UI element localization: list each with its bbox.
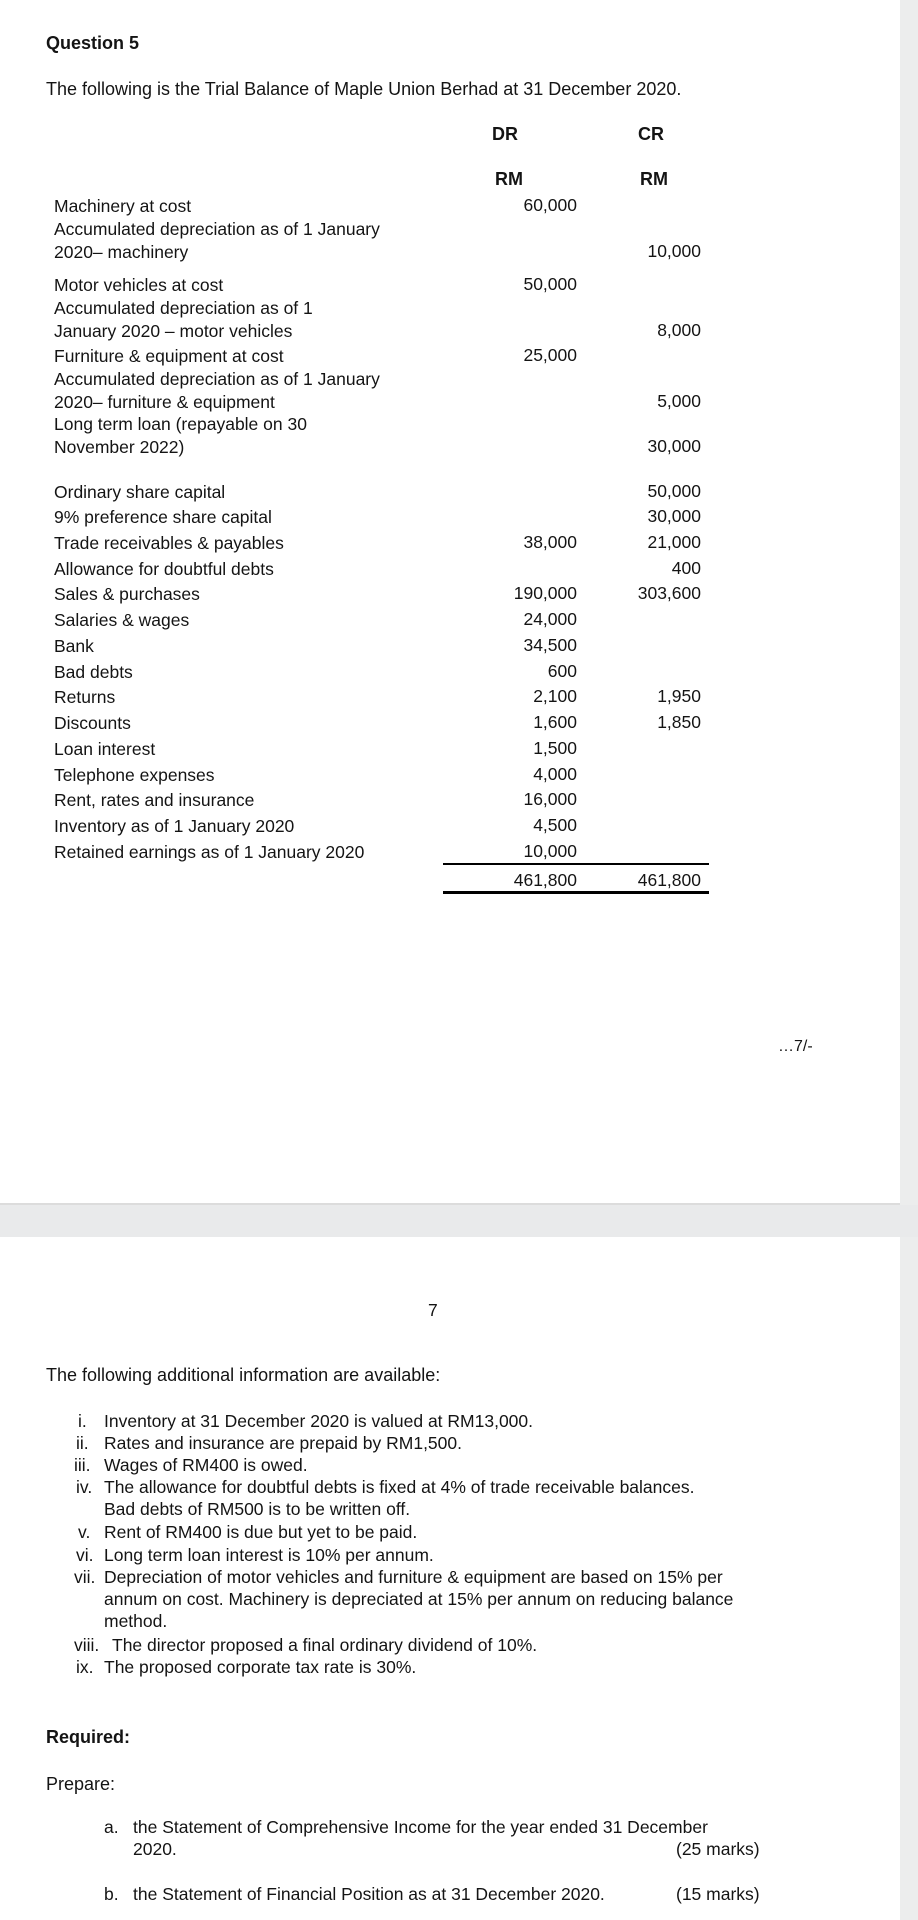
info-item-text: annum on cost. Machinery is depreciated at 15% per annum on reducing balance: [104, 1589, 734, 1609]
cr-value: 21,000: [647, 532, 701, 552]
dr-value: 4,000: [533, 764, 577, 784]
row-label: Allowance for doubtful debts: [54, 559, 274, 579]
row-label: Furniture & equipment at cost: [54, 346, 284, 366]
info-item-text: The allowance for doubtful debts is fixed at 4% of trade receivable balances.: [104, 1477, 695, 1497]
dr-value: 600: [547, 661, 577, 681]
additional-info-heading: The following additional information are available:: [46, 1365, 441, 1385]
info-item-text: method.: [104, 1611, 168, 1631]
info-item-number: ii.: [76, 1433, 89, 1453]
dr-value: 4,500: [533, 815, 577, 835]
dr-value: 24,000: [523, 609, 577, 629]
task-text: the Statement of Comprehensive Income for the year ended 31 December: [133, 1817, 708, 1837]
task-letter: b.: [104, 1884, 119, 1904]
cr-value: 303,600: [637, 583, 701, 603]
info-item-text: Long term loan interest is 10% per annum.: [104, 1545, 434, 1565]
dr-unit: RM: [495, 169, 523, 189]
row-label: Accumulated depreciation as of 1: [54, 298, 313, 318]
question-title: Question 5: [46, 33, 140, 53]
dr-value: 190,000: [513, 583, 577, 603]
cr-value: 50,000: [647, 481, 701, 501]
task-text: the Statement of Financial Position as at 31 December 2020.: [133, 1884, 605, 1904]
row-label: Accumulated depreciation as of 1 January: [54, 219, 380, 239]
row-label: January 2020 – motor vehicles: [54, 321, 293, 341]
row-label: Inventory as of 1 January 2020: [54, 816, 295, 836]
info-item-text: The director proposed a final ordinary dividend of 10%.: [112, 1635, 538, 1655]
task-marks: (25 marks): [676, 1839, 760, 1859]
dr-value: 2,100: [533, 686, 577, 706]
info-item-text: Rent of RM400 is due but yet to be paid.: [104, 1522, 418, 1542]
viewer-background-strip: [900, 0, 918, 1920]
info-item-text: Wages of RM400 is owed.: [104, 1455, 308, 1475]
dr-value: 60,000: [523, 195, 577, 215]
row-label: November 2022): [54, 437, 185, 457]
cr-column-header: CR: [638, 124, 664, 144]
total-dr: 461,800: [513, 870, 577, 890]
prepare-label: Prepare:: [46, 1774, 116, 1794]
cr-value: 30,000: [647, 436, 701, 456]
row-label: 2020– furniture & equipment: [54, 392, 275, 412]
info-item-text: The proposed corporate tax rate is 30%.: [104, 1657, 417, 1677]
page-number: 7: [428, 1300, 438, 1320]
dr-column-header: DR: [492, 124, 518, 144]
info-item-number: i.: [78, 1411, 87, 1431]
intro-text: The following is the Trial Balance of Maple Union Berhad at 31 December 2020.: [46, 79, 682, 99]
info-item-number: ix.: [76, 1657, 94, 1677]
cr-value: 8,000: [657, 320, 701, 340]
task-letter: a.: [104, 1817, 119, 1837]
info-item-text: Depreciation of motor vehicles and furniture & equipment are based on 15% per: [104, 1567, 723, 1587]
dr-value: 25,000: [523, 345, 577, 365]
page-gap: [0, 1205, 918, 1237]
dr-value: 34,500: [523, 635, 577, 655]
cr-unit: RM: [640, 169, 668, 189]
row-label: Discounts: [54, 713, 131, 733]
cr-value: 5,000: [657, 391, 701, 411]
info-item-number: v.: [78, 1522, 91, 1542]
row-label: Loan interest: [54, 739, 156, 759]
total-bottom-double-rule: [443, 891, 709, 894]
dr-value: 1,600: [533, 712, 577, 732]
task-text: 2020.: [133, 1839, 177, 1859]
continuation-marker: …7/-: [778, 1038, 813, 1055]
info-item-text: Inventory at 31 December 2020 is valued at RM13,000.: [104, 1411, 533, 1431]
row-label: Returns: [54, 687, 116, 707]
row-label: 2020– machinery: [54, 242, 189, 262]
info-item-text: Rates and insurance are prepaid by RM1,500.: [104, 1433, 462, 1453]
row-label: Retained earnings as of 1 January 2020: [54, 842, 365, 862]
cr-value: 10,000: [647, 241, 701, 261]
cr-value: 400: [671, 558, 701, 578]
row-label: Machinery at cost: [54, 196, 192, 216]
cr-value: 1,850: [657, 712, 701, 732]
info-item-number: iv.: [76, 1477, 93, 1497]
row-label: Trade receivables & payables: [54, 533, 284, 553]
dr-value: 16,000: [523, 789, 577, 809]
row-label: Bad debts: [54, 662, 133, 682]
info-item-number: vii.: [74, 1567, 96, 1587]
dr-value: 10,000: [523, 841, 577, 861]
row-label: Bank: [54, 636, 94, 656]
info-item-number: viii.: [74, 1635, 100, 1655]
dr-value: 1,500: [533, 738, 577, 758]
row-label: Salaries & wages: [54, 610, 190, 630]
info-item-number: vi.: [76, 1545, 94, 1565]
cr-value: 30,000: [647, 506, 701, 526]
dr-value: 50,000: [523, 274, 577, 294]
info-item-text: Bad debts of RM500 is to be written off.: [104, 1499, 411, 1519]
row-label: Sales & purchases: [54, 584, 200, 604]
task-marks: (15 marks): [676, 1884, 760, 1904]
cr-value: 1,950: [657, 686, 701, 706]
row-label: Long term loan (repayable on 30: [54, 414, 307, 434]
row-label: Motor vehicles at cost: [54, 275, 224, 295]
dr-value: 38,000: [523, 532, 577, 552]
row-label: Telephone expenses: [54, 765, 215, 785]
row-label: Rent, rates and insurance: [54, 790, 255, 810]
required-label: Required:: [46, 1727, 131, 1747]
total-cr: 461,800: [637, 870, 701, 890]
info-item-number: iii.: [74, 1455, 91, 1475]
row-label: Accumulated depreciation as of 1 January: [54, 369, 380, 389]
row-label: Ordinary share capital: [54, 482, 226, 502]
total-top-rule: [443, 863, 709, 865]
row-label: 9% preference share capital: [54, 507, 272, 527]
